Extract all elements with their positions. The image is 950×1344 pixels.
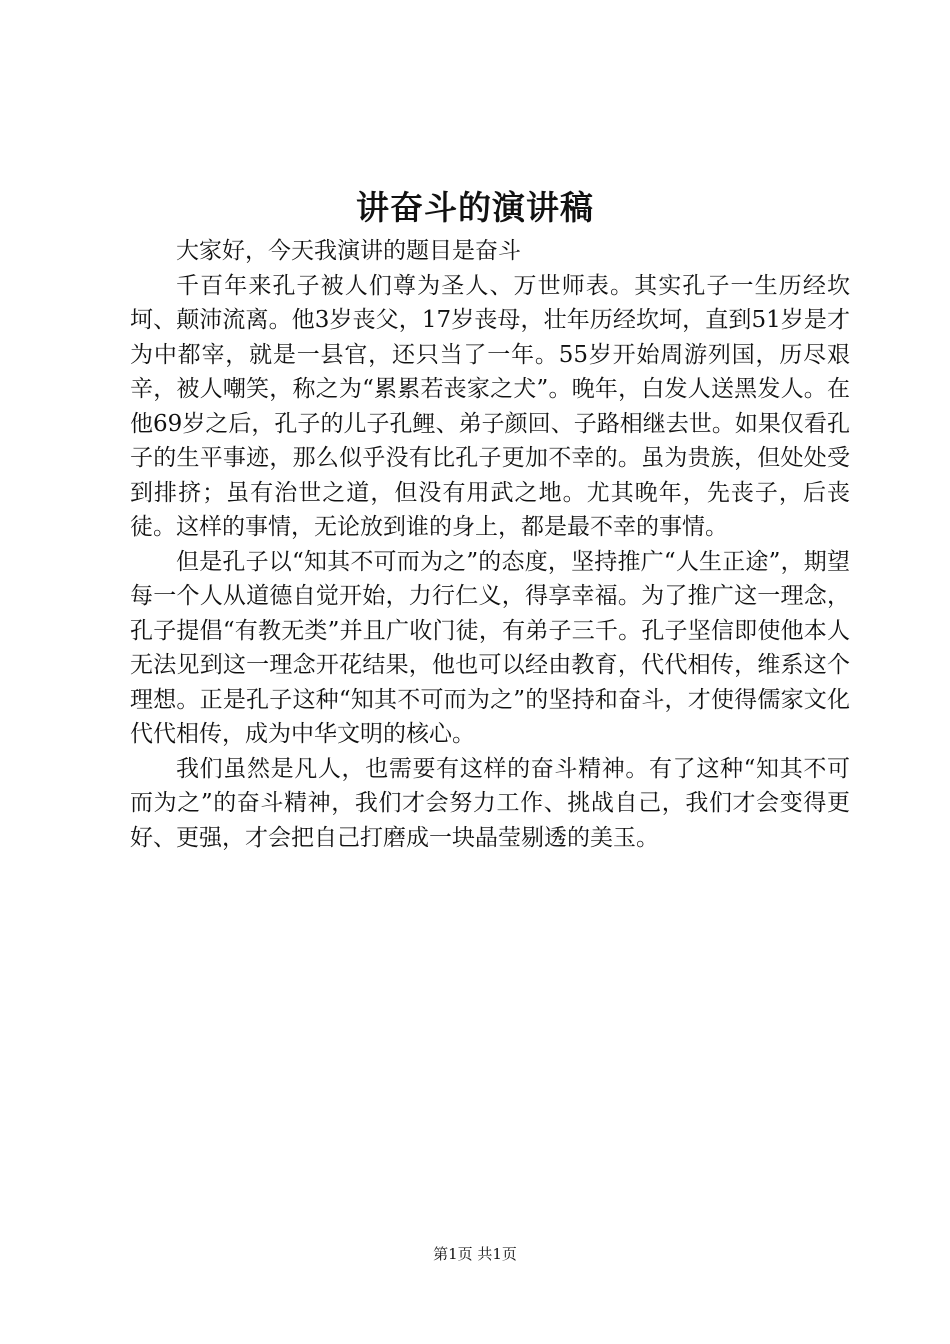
- paragraph-confucius-perseverance: 但是孔子以“知其不可而为之”的态度，坚持推广“人生正途”，期望每一个人从道德自觉开始，力行仁义，得享幸福。为了推广这一理念，孔子提倡“有教无类”并且广收门徒，有弟子三千。孔子坚信即使他本人无法见到这一理念开花结果，他也可以经由教育，代代相传，维系这个理想。正是孔子这种“知其不可而为之”的坚持和奋斗，才使得儒家文化代代相传，成为中华文明的核心。: [130, 548, 850, 747]
- paragraph-greeting: 大家好，今天我演讲的题目是奋斗: [176, 238, 521, 264]
- page-footer: 第1页 共1页: [433, 1245, 517, 1263]
- document-title: 讲奋斗的演讲稿: [356, 188, 594, 227]
- document-body: [130, 234, 850, 855]
- paragraph-conclusion: 我们虽然是凡人，也需要有这样的奋斗精神。有了这种“知其不可而为之”的奋斗精神，我们才会努力工作、挑战自己，我们才会变得更好、更强，才会把自己打磨成一块晶莹剔透的美玉。: [130, 755, 850, 851]
- paragraph-confucius-life: 千百年来孔子被人们尊为圣人、万世师表。其实孔子一生历经坎坷、颠沛流离。他3岁丧父，17岁丧母，壮年历经坎坷，直到51岁是才为中都宰，就是一县官，还只当了一年。55岁开始周游列国，历尽艰辛，被人嘲笑，称之为“累累若丧家之犬”。晚年，白发人送黑发人。在他69岁之后，孔子的儿子孔鲤、弟子颜回、子路相继去世。如果仅看孔子的生平事迹，那么似乎没有比孔子更加不幸的。虽为贵族，但处处受到排挤；虽有治世之道，但没有用武之地。尤其晚年，先丧子，后丧徒。这样的事情，无论放到谁的身上，都是最不幸的事情。: [130, 272, 850, 540]
